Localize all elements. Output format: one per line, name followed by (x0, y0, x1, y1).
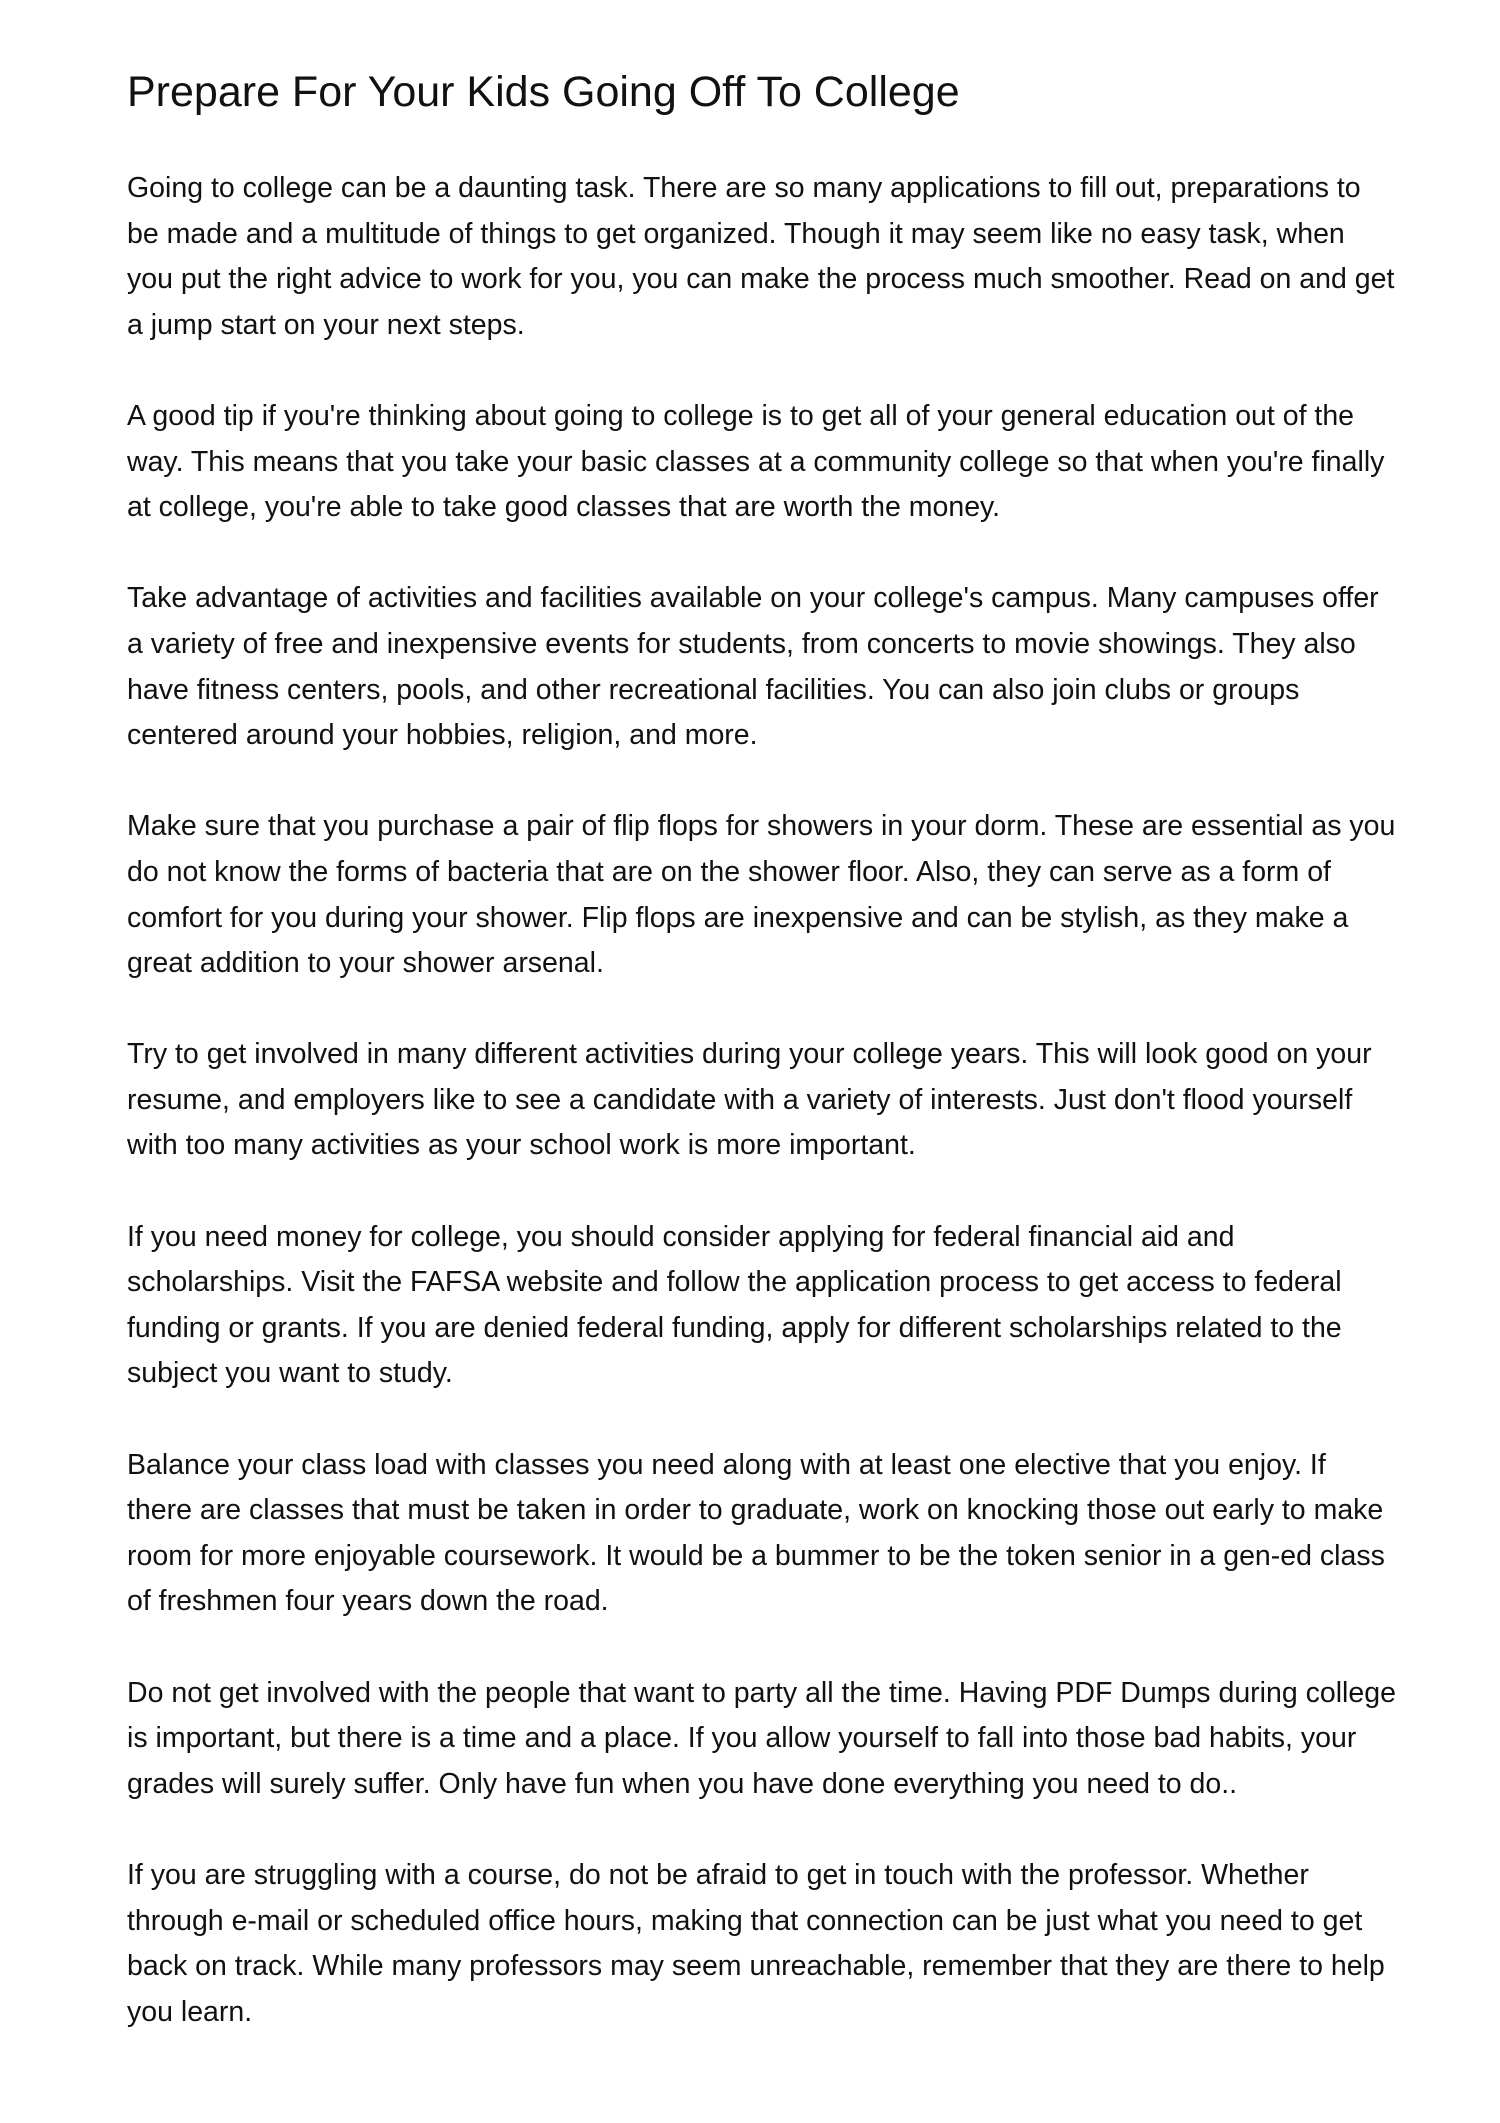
paragraph-class-load: Balance your class load with classes you need along with at least one elective that you enjoy. If there are classes that must be taken in order to graduate, work on knocking those out early to make room for more enjoyable coursework. It would be a bummer to be the token senior in a gen-ed class of freshmen four years down the road. (127, 1448, 1385, 1618)
document-page (127, 60, 1397, 2081)
paragraph-professor-help: If you are struggling with a course, do not be afraid to get in touch with the professor. Whether through e-mail or scheduled office hours, making that connection can be just what you need to get back on track. While many professors may seem unreachable, remember that they are there to help you learn. (127, 1858, 1385, 2028)
paragraph-intro: Going to college can be a daunting task. There are so many applications to fill out, preparations to be made and a multitude of things to get organized. Though it may seem like no easy task, when you put the right advice to work for you, you can make the process much smoother. Read on and get a jump start on your next steps. (127, 172, 1395, 341)
paragraph-campus-activities: Take advantage of activities and facilities available on your college's campus. Many campuses offer a variety of free and inexpensive events for students, from concerts to movie showings. They also have fitness centers, pools, and other recreational facilities. You can also join clubs or groups centered around your hobbies, religion, and more. (127, 582, 1379, 752)
paragraph-flip-flops: Make sure that you purchase a pair of flip flops for showers in your dorm. These are essential as you do not know the forms of bacteria that are on the shower floor. Also, they can serve as a form of comfort for you during your shower. Flip flops are inexpensive and can be stylish, as they make a great addition to your shower arsenal. (127, 810, 1396, 980)
page-title: Prepare For Your Kids Going Off To College (127, 68, 960, 116)
paragraph-general-education: A good tip if you're thinking about going to college is to get all of your general education out of the way. This means that you take your basic classes at a community college so that when you're finally at college, you're able to take good classes that are worth the money. (127, 399, 1385, 524)
paragraph-partying: Do not get involved with the people that want to party all the time. Having PDF Dumps during college is important, but there is a time and a place. If you allow yourself to fall into those bad habits, your grades will surely suffer. Only have fun when you have done everything you need to do.. (127, 1676, 1396, 1800)
paragraph-financial-aid: If you need money for college, you should consider applying for federal financial aid and scholarships. Visit the FAFSA website and follow the application process to get access to federal funding or grants. If you are denied federal funding, apply for different scholarships related to the subject you want to study. (127, 1220, 1342, 1390)
paragraph-get-involved: Try to get involved in many different activities during your college years. This will look good on your resume, and employers like to see a candidate with a variety of interests. Just don't flood yourself with too many activities as your school work is more important. (127, 1038, 1372, 1162)
